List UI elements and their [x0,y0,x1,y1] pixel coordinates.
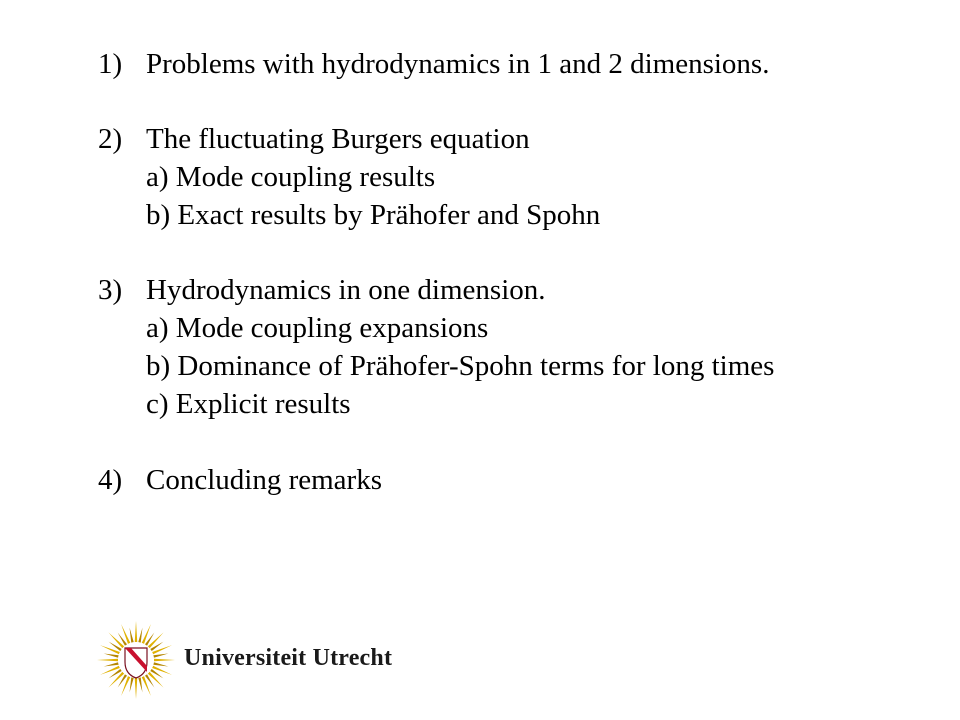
section-3-title: Hydrodynamics in one dimension. [146,274,546,306]
section-2-number: 2) [98,123,123,155]
sun-ray [104,654,119,658]
sun-ray [97,659,118,662]
sun-ray [148,632,164,648]
sun-ray [138,677,142,692]
sun-ray [135,678,138,699]
section-4-title: Concluding remarks [146,464,382,496]
sun-ray [108,632,124,648]
sun-ray [108,672,124,688]
section-3-subitem-a-text: a) Mode coupling expansions [146,312,489,344]
section-1-number: 1) [98,48,123,80]
sun-ray [148,672,164,688]
section-3-subitem-c-text: c) Explicit results [146,388,351,420]
sun-ray [138,628,142,643]
sun-ray [130,628,134,643]
section-2-subitem-b-text: b) Exact results by Prähofer and Spohn [146,199,601,231]
sun-ray [154,659,175,662]
sun-ray [135,621,138,642]
section-2-title: The fluctuating Burgers equation [146,123,530,155]
sun-ray [104,662,119,666]
university-logo [96,620,396,710]
section-2-subitem-a-text: a) Mode coupling results [146,161,436,193]
sun-ray [130,677,134,692]
sun-ray [153,662,168,666]
section-1-title: Problems with hydrodynamics in 1 and 2 dimensions. [146,48,770,80]
section-3-subitem-b-text: b) Dominance of Prähofer-Spohn terms for long times [146,350,775,382]
sun-seal-icon [96,620,176,700]
section-4-number: 4) [98,464,123,496]
section-3-number: 3) [98,274,123,306]
university-wordmark: Universiteit Utrecht [184,645,393,671]
sun-ray [153,654,168,658]
